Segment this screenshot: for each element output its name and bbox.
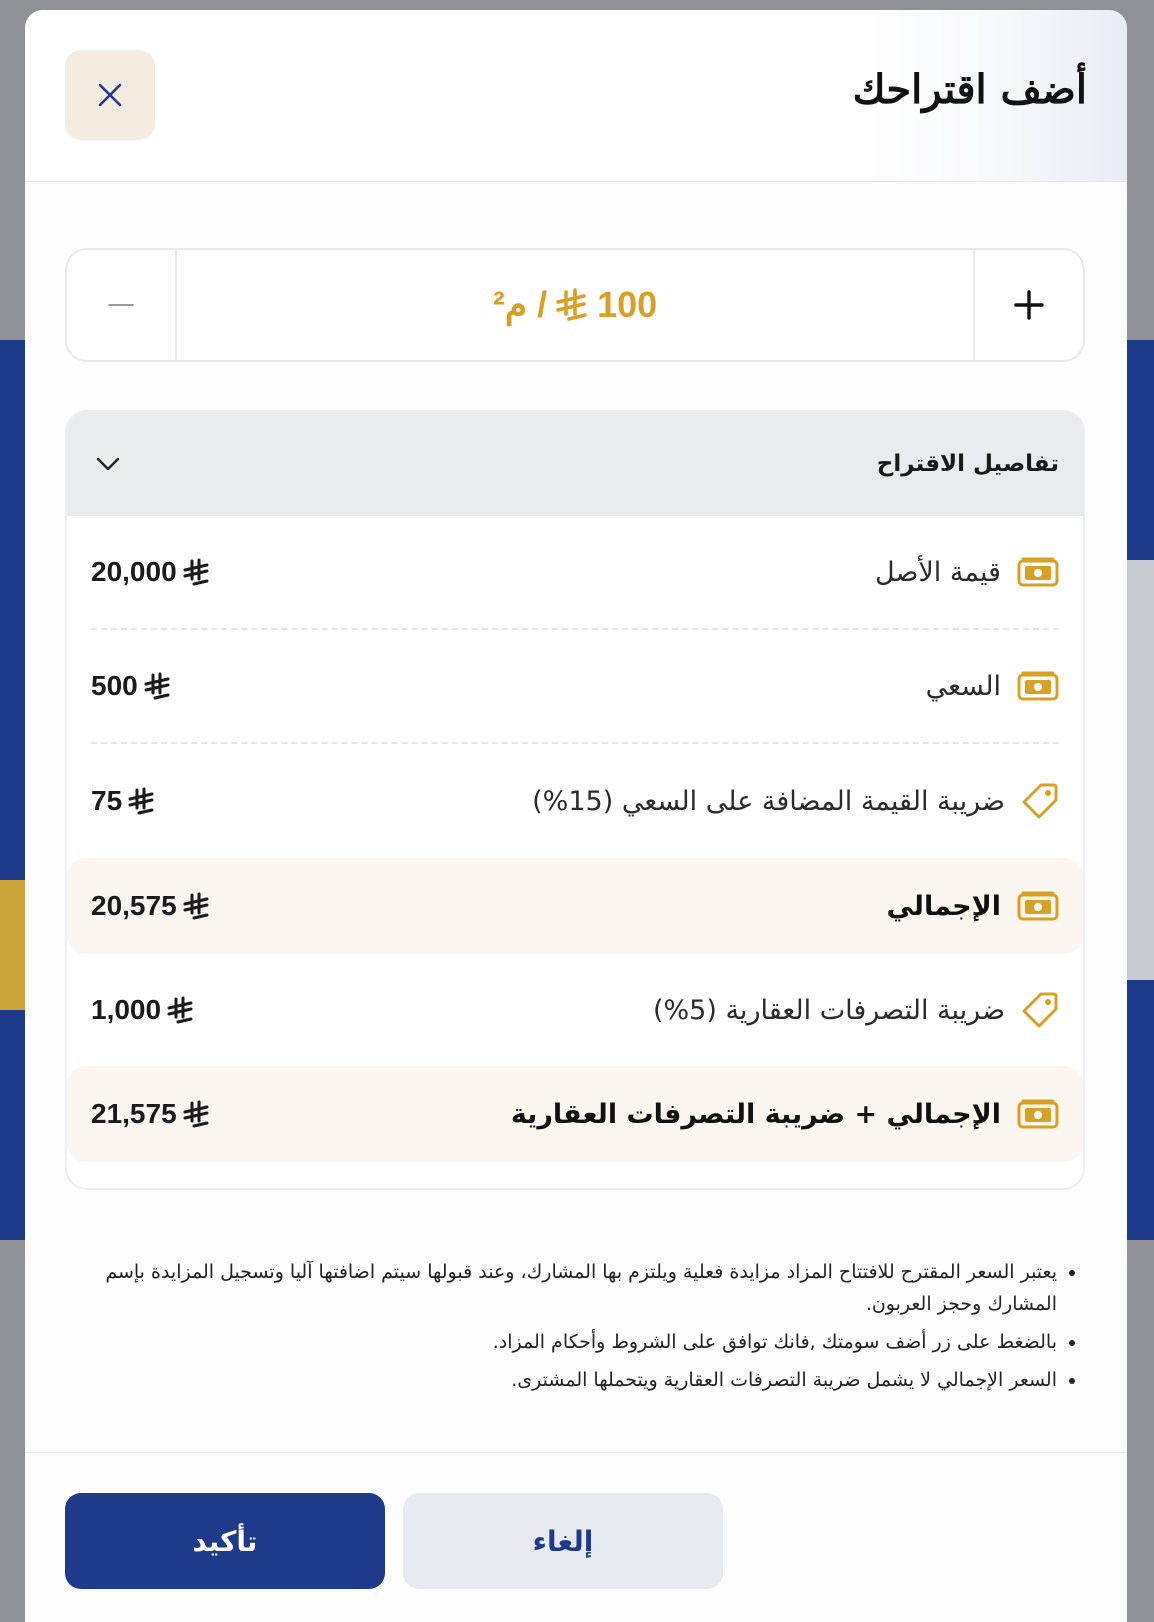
modal-title: أضف اقتراحك xyxy=(852,66,1087,113)
detail-row-real-estate-tax xyxy=(91,954,1059,1066)
money-icon xyxy=(1017,890,1059,922)
detail-row-commission xyxy=(91,630,1059,744)
detail-value: 21,575 xyxy=(91,1098,177,1129)
modal-footer xyxy=(25,1452,1127,1622)
detail-row-asset-value xyxy=(91,516,1059,630)
details-header[interactable] xyxy=(67,412,1083,516)
detail-label: ضريبة التصرفات العقارية (5%) xyxy=(652,994,1005,1026)
detail-label: الإجمالي + ضريبة التصرفات العقارية xyxy=(510,1098,1001,1130)
detail-value: 500 xyxy=(91,670,138,701)
detail-value: 1,000 xyxy=(91,994,162,1025)
plus-icon xyxy=(1013,289,1045,321)
detail-row-grand-total xyxy=(67,1066,1083,1162)
money-icon xyxy=(1017,556,1059,588)
riyal-icon xyxy=(555,288,589,322)
detail-value: 75 xyxy=(91,785,123,816)
detail-label: ضريبة القيمة المضافة على السعي (15%) xyxy=(532,785,1005,817)
details-title: تفاصيل الاقتراح xyxy=(876,451,1059,477)
proposal-details-panel xyxy=(65,410,1085,1190)
price-value[interactable] xyxy=(177,250,973,360)
money-icon xyxy=(1017,1098,1059,1130)
note-item: • يعتبر السعر المقترح للافتتاح المزاد مزايدة فعلية ويلتزم بها المشارك، وعند قبولها سيتم اضافتها آليا وتسجيل المزايدة بإسم المشارك وحجز العربون. xyxy=(67,1256,1057,1320)
note-item: • السعر الإجمالي لا يشمل ضريبة التصرفات العقارية ويتحملها المشترى. xyxy=(67,1364,1057,1396)
detail-value: 20,000 xyxy=(91,556,177,587)
decrement-button[interactable] xyxy=(67,250,177,360)
detail-label: قيمة الأصل xyxy=(875,556,1001,588)
riyal-icon xyxy=(183,892,209,920)
detail-label: الإجمالي xyxy=(886,890,1001,922)
confirm-button[interactable]: تأكيد xyxy=(65,1493,385,1589)
tag-icon xyxy=(1021,991,1059,1029)
cancel-button[interactable]: إلغاء xyxy=(403,1493,723,1589)
close-icon xyxy=(96,81,124,109)
add-proposal-modal xyxy=(25,10,1127,1622)
detail-row-vat xyxy=(91,744,1059,858)
price-unit: / م² xyxy=(492,284,548,325)
minus-icon xyxy=(106,290,136,320)
riyal-icon xyxy=(128,787,154,815)
price-amount: 100 xyxy=(597,284,658,325)
money-icon xyxy=(1017,670,1059,702)
riyal-icon xyxy=(183,1100,209,1128)
tag-icon xyxy=(1021,782,1059,820)
modal-header xyxy=(25,10,1127,182)
riyal-icon xyxy=(167,996,193,1024)
detail-label: السعي xyxy=(925,670,1001,702)
detail-row-total xyxy=(67,858,1083,954)
close-button[interactable] xyxy=(65,50,155,140)
increment-button[interactable] xyxy=(973,250,1083,360)
riyal-icon xyxy=(144,672,170,700)
riyal-icon xyxy=(183,558,209,586)
terms-notes xyxy=(67,1256,1057,1402)
price-stepper xyxy=(65,248,1085,362)
note-item: • بالضغط على زر أضف سومتك ,فانك توافق على الشروط وأحكام المزاد. xyxy=(67,1326,1057,1358)
backdrop-band xyxy=(1124,560,1154,980)
chevron-down-icon[interactable] xyxy=(93,449,123,479)
detail-value: 20,575 xyxy=(91,890,177,921)
